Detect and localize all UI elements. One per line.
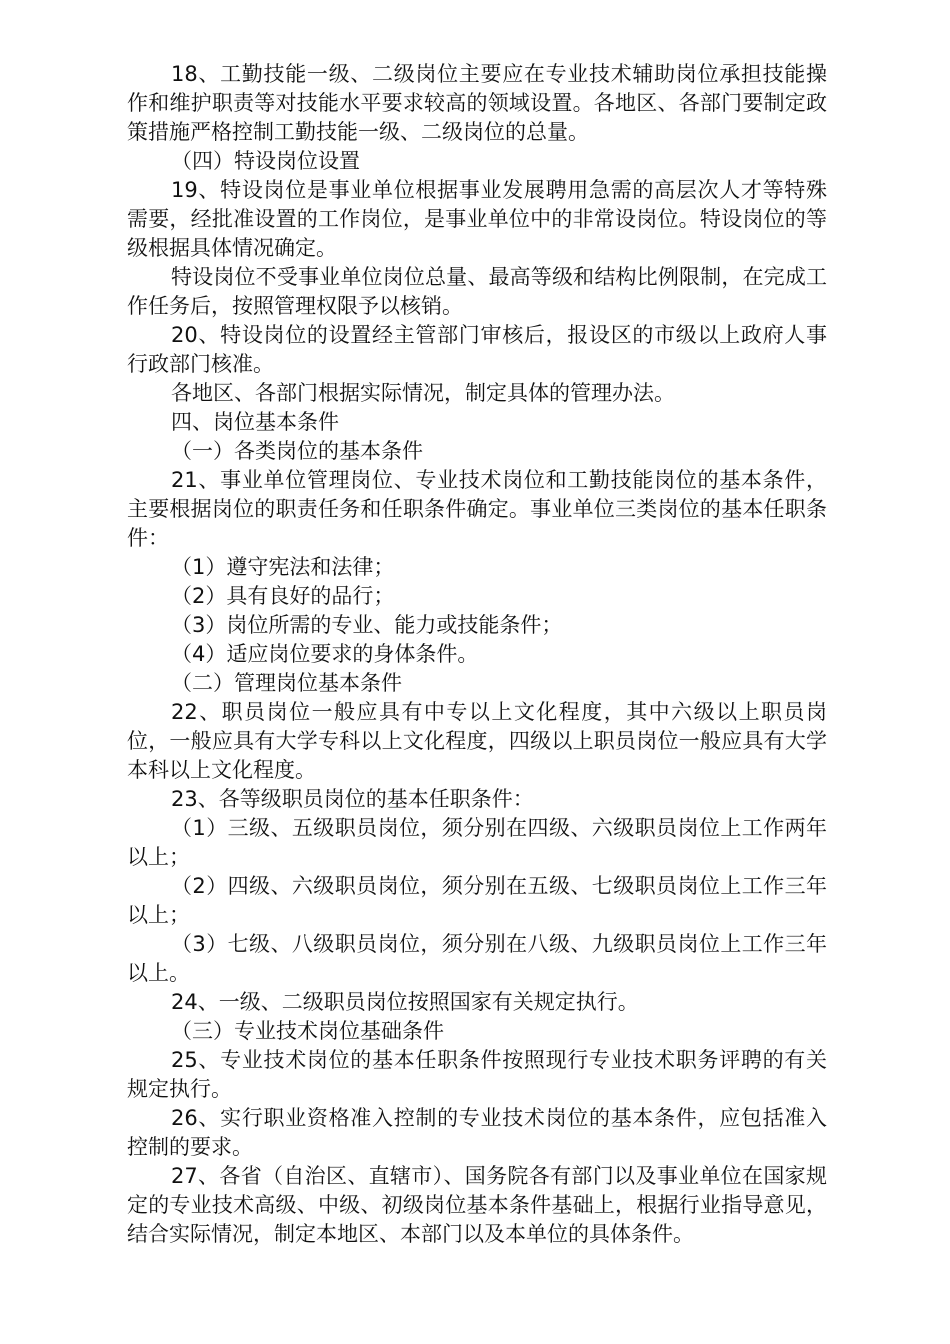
paragraph: 22、职员岗位一般应具有中专以上文化程度，其中六级以上职员岗位，一般应具有大学专科以上文化程度，四级以上职员岗位一般应具有大学本科以上文化程度。 bbox=[127, 700, 827, 782]
paragraph: 21、事业单位管理岗位、专业技术岗位和工勤技能岗位的基本条件，主要根据岗位的职责任务和任职条件确定。事业单位三类岗位的基本任职条件： bbox=[127, 468, 827, 550]
paragraph: 19、特设岗位是事业单位根据事业发展聘用急需的高层次人才等特殊需要，经批准设置的工作岗位，是事业单位中的非常设岗位。特设岗位的等级根据具体情况确定。 bbox=[127, 178, 827, 260]
section-heading: （三）专业技术岗位基础条件 bbox=[171, 1019, 444, 1043]
paragraph: 特设岗位不受事业单位岗位总量、最高等级和结构比例限制，在完成工作任务后，按照管理权限予以核销。 bbox=[127, 265, 827, 318]
list-item: （1）三级、五级职员岗位，须分别在四级、六级职员岗位上工作两年以上； bbox=[127, 816, 827, 869]
section-heading: （四）特设岗位设置 bbox=[171, 149, 360, 173]
paragraph: 18、工勤技能一级、二级岗位主要应在专业技术辅助岗位承担技能操作和维护职责等对技能水平要求较高的领域设置。各地区、各部门要制定政策措施严格控制工勤技能一级、二级岗位的总量。 bbox=[127, 62, 827, 144]
list-item: （2）具有良好的品行； bbox=[171, 584, 395, 608]
paragraph: 25、专业技术岗位的基本任职条件按照现行专业技术职务评聘的有关规定执行。 bbox=[127, 1048, 827, 1101]
list-item: （3）岗位所需的专业、能力或技能条件； bbox=[171, 613, 563, 637]
section-heading: （二）管理岗位基本条件 bbox=[171, 671, 402, 695]
paragraph: 20、特设岗位的设置经主管部门审核后，报设区的市级以上政府人事行政部门核准。 bbox=[127, 323, 827, 376]
paragraph: 27、各省（自治区、直辖市）、国务院各有部门以及事业单位在国家规定的专业技术高级、中级、初级岗位基本条件基础上，根据行业指导意见，结合实际情况，制定本地区、本部门以及本单位的具体条件。 bbox=[127, 1164, 827, 1246]
list-item: （4）适应岗位要求的身体条件。 bbox=[171, 642, 479, 666]
document-page bbox=[127, 60, 827, 1249]
list-item: （2）四级、六级职员岗位，须分别在五级、七级职员岗位上工作三年以上； bbox=[127, 874, 827, 927]
paragraph: 26、实行职业资格准入控制的专业技术岗位的基本条件，应包括准入控制的要求。 bbox=[127, 1106, 827, 1159]
section-heading: 四、岗位基本条件 bbox=[171, 410, 339, 434]
list-item: （1）遵守宪法和法律； bbox=[171, 555, 395, 579]
paragraph: 各地区、各部门根据实际情况，制定具体的管理办法。 bbox=[171, 381, 675, 405]
paragraph: 24、一级、二级职员岗位按照国家有关规定执行。 bbox=[171, 990, 639, 1014]
section-heading: （一）各类岗位的基本条件 bbox=[171, 439, 423, 463]
paragraph: 23、各等级职员岗位的基本任职条件： bbox=[171, 787, 534, 811]
list-item: （3）七级、八级职员岗位，须分别在八级、九级职员岗位上工作三年以上。 bbox=[127, 932, 827, 985]
